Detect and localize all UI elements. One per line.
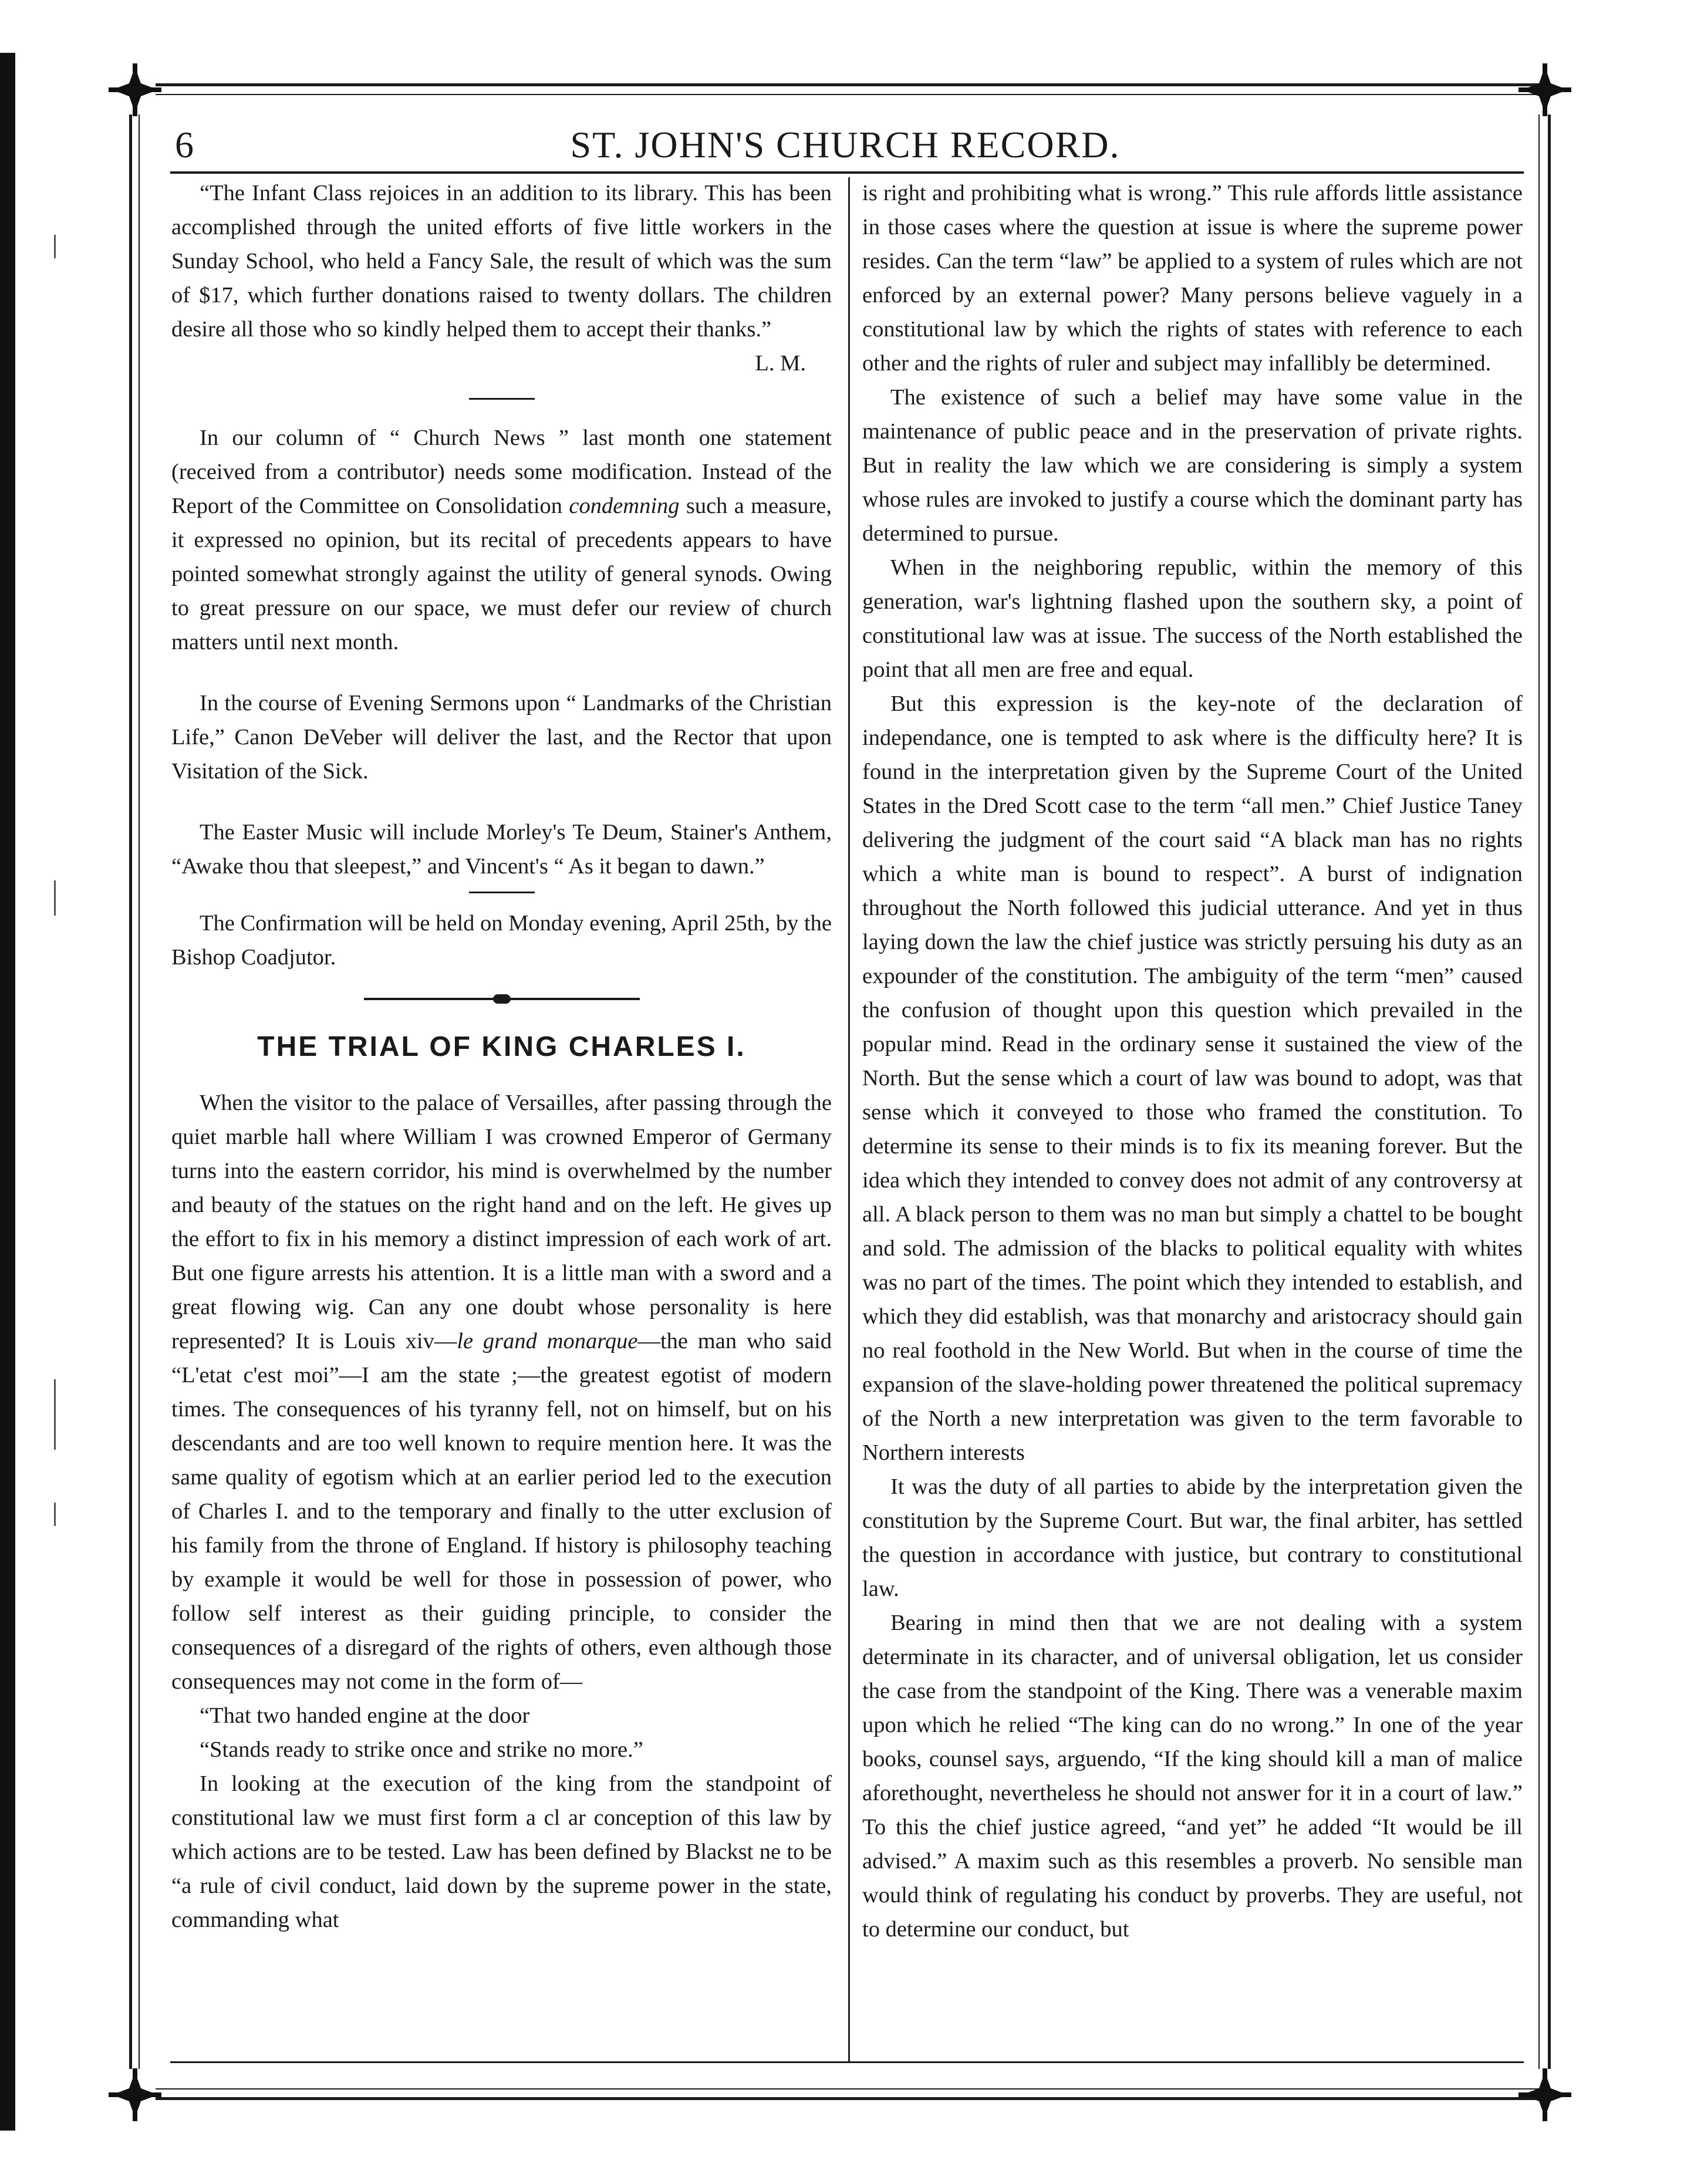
ornamental-divider xyxy=(364,994,640,1004)
running-title: ST. JOHN'S CHURCH RECORD. xyxy=(570,124,1121,166)
page-number: 6 xyxy=(175,124,194,166)
margin-mark xyxy=(54,1379,56,1450)
article-paragraph: is right and prohibiting what is wrong.” This rule affords little assistance in those cases where the question at issue is where the supreme power resides. Can the term “law” be applied to a system of rules which are not enforced by an external power? Many persons believe vaguely in a constitutional law by which the rights of states with reference to each other and the rights of ruler and subject may infallibly be determined. xyxy=(862,181,1523,376)
notice-sermons: In the course of Evening Sermons upon “ Landmarks of the Christian Life,” Canon DeVeber will deliver the last, and the Rector that upon Visitation of the Sick. xyxy=(171,691,832,784)
frame-top-rule xyxy=(156,83,1541,86)
article-text: —the man who said “L'etat c'est moi”—I am the state ;—the greatest egotist of modern times. The consequences of his tyranny fell, not on himself, but on his descendants and are too well known to require mention here. It was the same quality of egotism which at an earlier period led to the execution of Charles I. and to the temporary and finally to the utter exclusion of his family from the throne of England. If history is philosophy teaching by example it would be well for those in possession of power, who follow self interest as their guiding principle, to consider the consequences of a disregard of the rights of others, even although those consequences may not come in the form of— xyxy=(171,1329,832,1694)
frame-right-rule xyxy=(1548,114,1551,2069)
italic-phrase: le grand monarque xyxy=(457,1329,638,1353)
article-paragraph: When in the neighboring republic, within the memory of this generation, war's lightning flashed upon the southern sky, a point of constitutional law was at issue. The success of the North established the point that all men are free and equal. xyxy=(862,555,1523,682)
article-paragraph: But this expression is the key-note of the declaration of independance, one is tempted to ask where is the difficulty here? It is found in the interpretation given by the Supreme Court of the United States in the Dred Scott case to the term “all men.” Chief Justice Taney delivering the judgment of the court said “A black man has no rights which a white man is bound to respect”. A burst of indignation throughout the North followed this judicial utterance. And yet in thus laying down the law the chief justice was strictly persuing his duty as an expounder of the constitution. The ambiguity of the term “men” caused the confusion of thought upon this question which prevailed in the popular mind. Read in the ordinary sense it sustained the view of the North. But the sense which a court of law was bound to adopt, was that sense which it conveyed to those who framed the constitution. To determine its sense to their minds is to fix its meaning forever. But the idea which they intended to convey does not admit of any controversy at all. A black person to them was no man but simply a chattel to be bought and sold. The admission of the blacks to political equality with whites was no part of the times. The point which they intended to establish, and which they did establish, was that monarchy and aristocracy should gain no real foothold in the New World. But when in the course of time the expansion of the slave-holding power threatened the political supremacy of the North a new interpretation was given to the term favorable to Northern interests xyxy=(862,691,1523,1465)
frame-left-rule xyxy=(129,114,132,2069)
verse-quote-line: “That two handed engine at the door xyxy=(200,1703,530,1728)
footer-rule xyxy=(170,2061,1524,2063)
corner-cross-icon xyxy=(109,63,161,116)
article-title: THE TRIAL OF KING CHARLES I. xyxy=(257,1031,746,1062)
italic-word: condemning xyxy=(569,494,680,518)
frame-top-rule xyxy=(156,94,1541,95)
section-divider xyxy=(469,398,535,400)
right-column xyxy=(862,176,1523,1946)
column-divider xyxy=(848,177,850,2061)
frame-bottom-rule xyxy=(156,2088,1541,2090)
page-header xyxy=(170,113,1520,177)
frame-bottom-rule xyxy=(156,2097,1541,2100)
notice-signature: L. M. xyxy=(755,351,806,376)
article-paragraph: In looking at the execution of the king from the standpoint of constitutional law we must first form a cl ar conception of this law by which actions are to be tested. Law has been defined by Blackst ne to be “a rule of civil conduct, laid down by the supreme power in the state, commanding what xyxy=(171,1771,832,1932)
section-divider xyxy=(469,892,535,893)
binding-edge xyxy=(0,53,15,2131)
article-paragraph: The existence of such a belief may have some value in the maintenance of public peace and in the preservation of private rights. But in reality the law which we are considering is simply a system whose rules are invoked to justify a course which the dominant party has determined to pursue. xyxy=(862,385,1523,546)
frame-right-rule xyxy=(1538,114,1540,2069)
margin-mark xyxy=(54,235,56,258)
notice-easter-music: The Easter Music will include Morley's Te Deum, Stainer's Anthem, “Awake thou that sleepest,” and Vincent's “ As it began to dawn.” xyxy=(171,820,832,879)
left-column xyxy=(171,176,832,1937)
notice-confirmation: The Confirmation will be held on Monday evening, April 25th, by the Bishop Coadjutor. xyxy=(171,911,832,970)
margin-mark xyxy=(54,880,56,916)
verse-quote-line: “Stands ready to strike once and strike no more.” xyxy=(200,1737,643,1762)
article-text: When the visitor to the palace of Versailles, after passing through the quiet marble hall where William I was crowned Emperor of Germany turns into the eastern corridor, his mind is overwhelmed by the number and beauty of the statues on the right hand and on the left. He gives up the effort to fix in his memory a distinct impression of each work of art. But one figure arrests his attention. It is a little man with a sword and a great flowing wig. Can any one doubt whose personality is here represented? It is Louis xiv— xyxy=(171,1091,832,1353)
margin-mark xyxy=(54,1503,56,1526)
frame-left-rule xyxy=(139,114,140,2069)
corner-cross-icon xyxy=(1518,2068,1571,2121)
notice-text: “The Infant Class rejoices in an addition to its library. This has been accomplished through the united efforts of five little workers in the Sunday School, who held a Fancy Sale, the result of which was the sum of $17, which further donations raised to twenty dollars. The children desire all those who so kindly helped them to accept their thanks.” xyxy=(171,181,832,342)
header-rule xyxy=(170,171,1524,174)
notice-text: In our column of “ Church News ” last month one statement (received from a contributor) needs some modification. Instead of the Report of the Committee on Consolidation xyxy=(171,426,832,518)
article-paragraph: It was the duty of all parties to abide by the interpretation given the constitution by the Supreme Court. But war, the final arbiter, has settled the question in accordance with justice, but contrary to constitutional law. xyxy=(862,1474,1523,1601)
notice-text: such a measure, it expressed no opinion, but its recital of precedents appears to have pointed somewhat strongly against the utility of general synods. Owing to great pressure on our space, we must defer our review of church matters until next month. xyxy=(171,494,832,654)
notice-church-news xyxy=(171,421,832,659)
corner-cross-icon xyxy=(109,2068,161,2121)
notice-infant-class xyxy=(171,176,832,376)
corner-cross-icon xyxy=(1518,63,1571,116)
article-paragraph: Bearing in mind then that we are not dealing with a system determinate in its character, and of universal obligation, let us consider the case from the standpoint of the King. There was a venerable maxim upon which he relied “The king can do no wrong.” In one of the year books, counsel says, arguendo, “If the king should kill a man of malice aforethought, nevertheless he should not answer for it in a court of law.” To this the chief justice agreed, “and yet” he added “It would be ill advised.” A maxim such as this resembles a proverb. No sensible man would think of regulating his conduct by proverbs. They are useful, not to determine our conduct, but xyxy=(862,1611,1523,1942)
article-paragraph xyxy=(171,1086,832,1699)
